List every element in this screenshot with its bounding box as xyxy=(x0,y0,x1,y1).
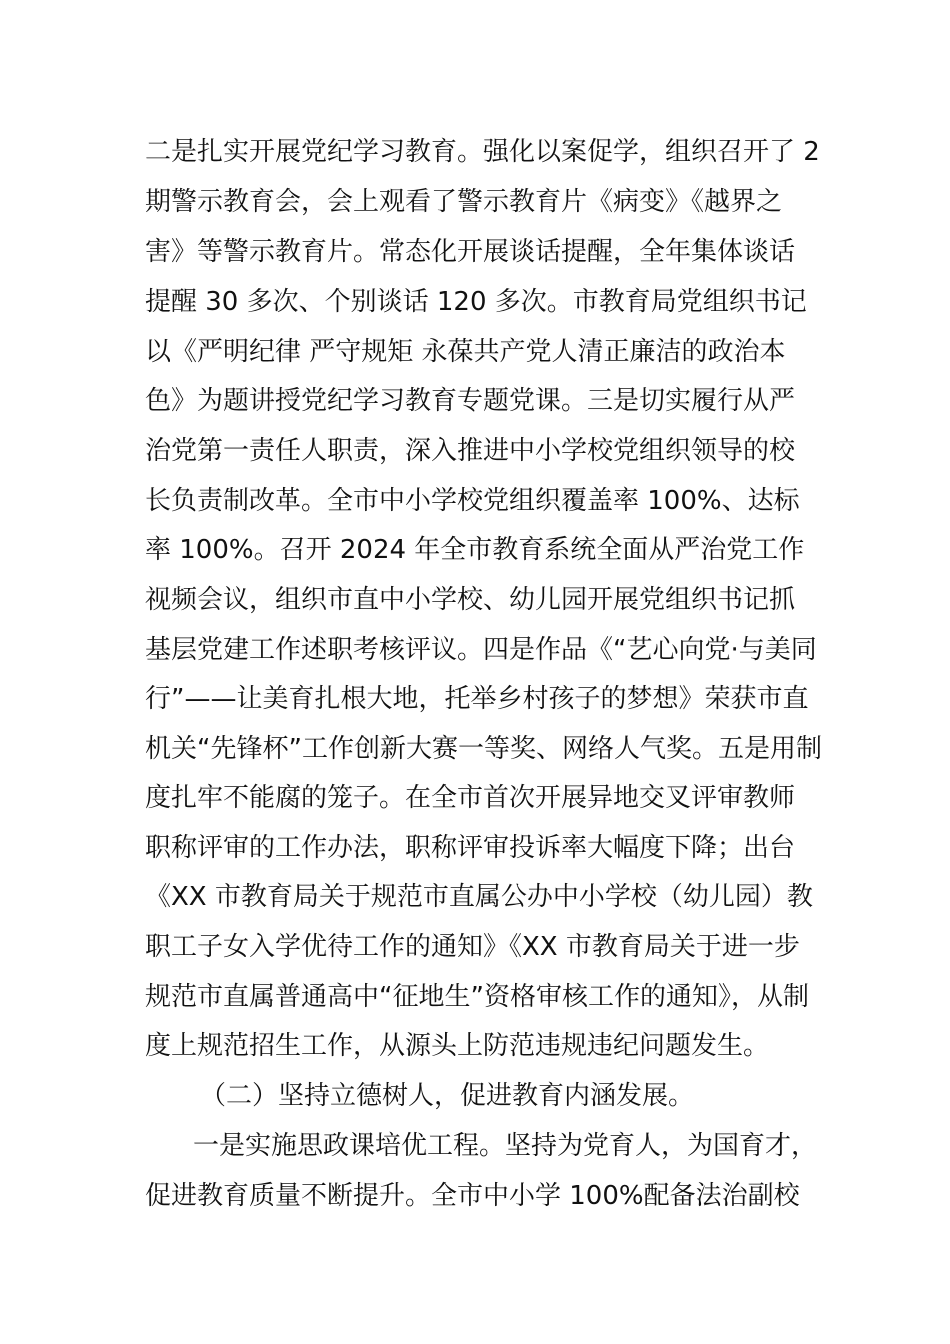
paragraph-line: 害》等警示教育片。常态化开展谈话提醒，全年集体谈话 xyxy=(145,237,796,267)
paragraph-line: 职工子女入学优待工作的通知》《XX 市教育局关于进一步 xyxy=(145,932,800,962)
paragraph-line: 职称评审的工作办法，职称评审投诉率大幅度下降；出台 xyxy=(145,833,796,863)
section-heading: （二）坚持立德树人，促进教育内涵发展。 xyxy=(200,1081,695,1111)
paragraph-line: 度扎牢不能腐的笼子。在全市首次开展异地交叉评审教师 xyxy=(145,783,796,813)
paragraph-line: 长负责制改革。全市中小学校党组织覆盖率 100%、达标 xyxy=(145,486,800,516)
paragraph-line: 基层党建工作述职考核评议。四是作品《“艺心向党·与美同 xyxy=(145,635,817,665)
paragraph-line: 规范市直属普通高中“征地生”资格审核工作的通知》，从制 xyxy=(145,982,809,1012)
paragraph-line: 行”——让美育扎根大地，托举乡村孩子的梦想》荣获市直 xyxy=(145,684,809,714)
paragraph-line: 色》为题讲授党纪学习教育专题党课。三是切实履行从严 xyxy=(145,386,796,416)
paragraph-line: 视频会议，组织市直中小学校、幼儿园开展党组织书记抓 xyxy=(145,585,796,615)
paragraph-line: 治党第一责任人职责，深入推进中小学校党组织领导的校 xyxy=(145,436,796,466)
paragraph-line: 促进教育质量不断提升。全市中小学 100%配备法治副校 xyxy=(145,1181,800,1211)
paragraph-line: 度上规范招生工作，从源头上防范违规违纪问题发生。 xyxy=(145,1031,770,1061)
paragraph-line: 二是扎实开展党纪学习教育。强化以案促学，组织召开了 2 xyxy=(145,137,820,167)
paragraph-line: 机关“先锋杯”工作创新大赛一等奖、网络人气奖。五是用制 xyxy=(145,734,822,764)
paragraph-line: 率 100%。召开 2024 年全市教育系统全面从严治党工作 xyxy=(145,535,805,565)
paragraph-line: 提醒 30 多次、个别谈话 120 多次。市教育局党组织书记 xyxy=(145,287,807,317)
paragraph-line: 一是实施思政课培优工程。坚持为党育人，为国育才， xyxy=(193,1131,818,1161)
paragraph-line: 《XX 市教育局关于规范市直属公办中小学校（幼儿园）教 xyxy=(145,882,813,912)
paragraph-line: 以《严明纪律 严守规矩 永葆共产党人清正廉洁的政治本 xyxy=(145,337,786,367)
paragraph-line: 期警示教育会，会上观看了警示教育片《病变》《越界之 xyxy=(145,187,783,217)
